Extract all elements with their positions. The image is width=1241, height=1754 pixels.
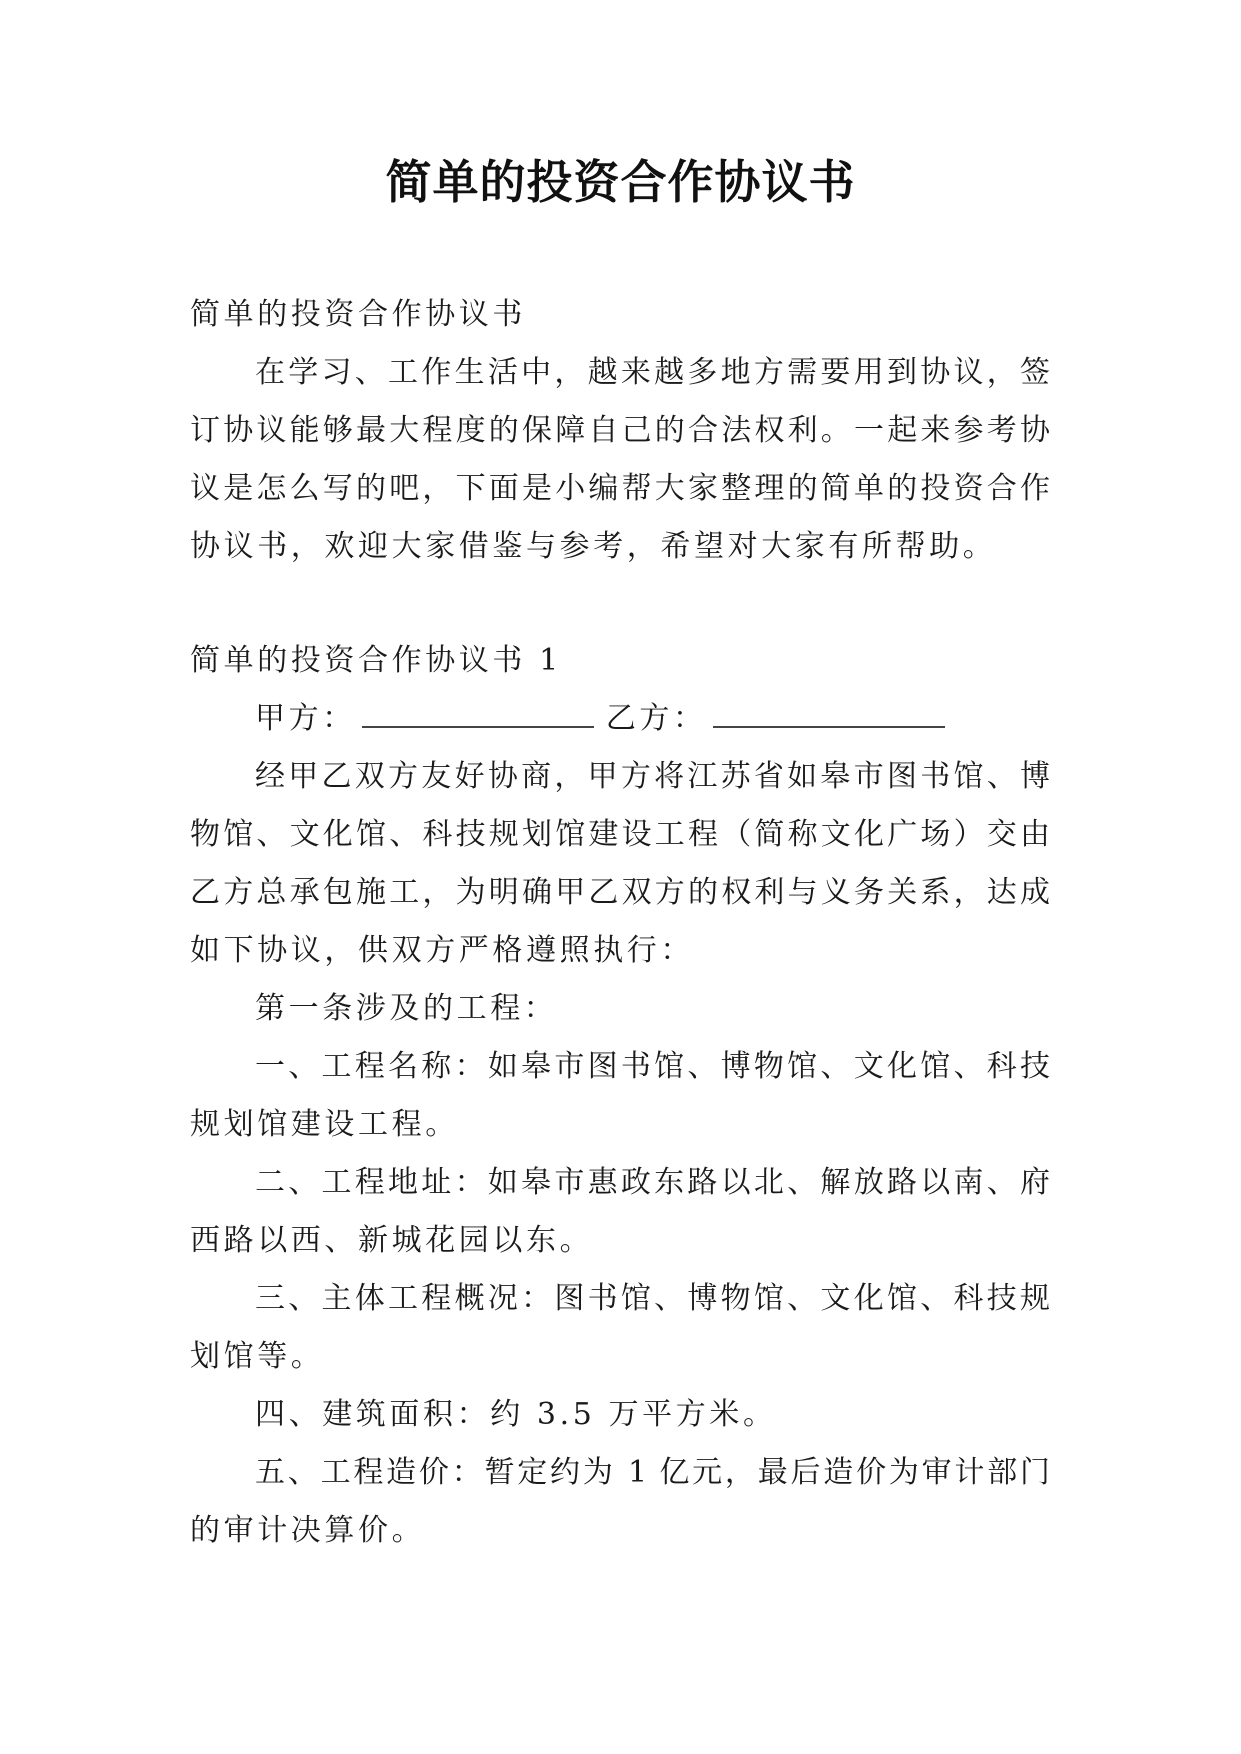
clause-line: 五、工程造价：暂定约为 1 亿元，最后造价为审计部门: [255, 1455, 1050, 1490]
party-b-label: 乙方：: [605, 701, 707, 736]
clause-line: 二、工程地址：如皋市惠政东路以北、解放路以南、府: [255, 1165, 1050, 1200]
paragraph-line: 乙方总承包施工，为明确甲乙双方的权利与义务关系，达成: [190, 875, 1050, 910]
clause-line: 四、建筑面积：约 3.5 万平方米。: [255, 1397, 777, 1432]
clause-line: 一、工程名称：如皋市图书馆、博物馆、文化馆、科技: [255, 1049, 1050, 1084]
clause-line: 划馆等。: [190, 1339, 325, 1374]
clause-line: 三、主体工程概况：图书馆、博物馆、文化馆、科技规: [255, 1281, 1050, 1316]
document-body: [190, 286, 1050, 1560]
intro-line: 议是怎么写的吧，下面是小编帮大家整理的简单的投资合作: [190, 471, 1050, 506]
document-title: 简单的投资合作协议书: [385, 155, 856, 209]
party-a-blank: [362, 706, 594, 728]
document-heading: 简单的投资合作协议书: [190, 297, 526, 332]
intro-line: 订协议能够最大程度的保障自己的合法权利。一起来参考协: [190, 413, 1050, 448]
paragraph-line: 经甲乙双方友好协商，甲方将江苏省如皋市图书馆、博: [255, 759, 1050, 794]
clause-line: 西路以西、新城花园以东。: [190, 1223, 594, 1258]
paragraph-line: 如下协议，供双方严格遵照执行：: [190, 933, 694, 968]
paragraph-gap: [190, 576, 1050, 632]
article-heading: 第一条涉及的工程：: [255, 991, 558, 1026]
intro-line: 协议书，欢迎大家借鉴与参考，希望对大家有所帮助。: [190, 529, 997, 564]
paragraph-line: 物馆、文化馆、科技规划馆建设工程（简称文化广场）交由: [190, 817, 1050, 852]
parties-line: [190, 690, 1050, 748]
intro-line: 在学习、工作生活中，越来越多地方需要用到协议，签: [255, 355, 1050, 390]
clause-line: 的审计决算价。: [190, 1513, 426, 1548]
section-heading: 简单的投资合作协议书 1: [190, 643, 562, 678]
party-b-blank: [713, 706, 945, 728]
party-a-label: 甲方：: [255, 701, 356, 736]
clause-line: 规划馆建设工程。: [190, 1107, 459, 1142]
